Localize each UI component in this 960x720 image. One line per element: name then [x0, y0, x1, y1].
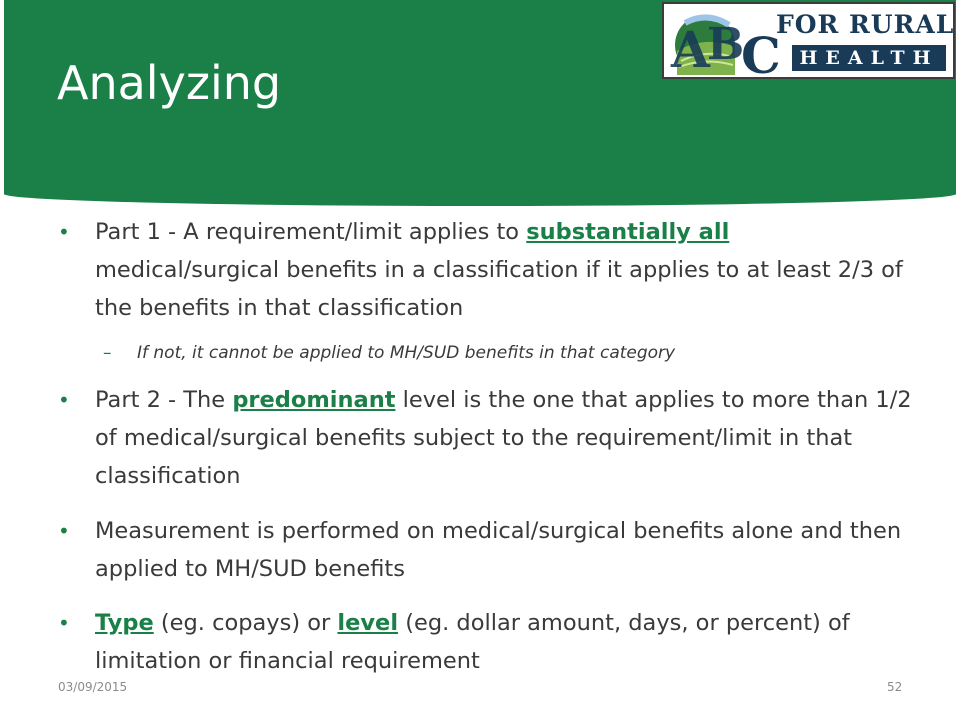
logo-text-health: HEALTH: [792, 45, 946, 71]
slide-title: Analyzing: [57, 56, 282, 110]
emphasis-predominant: predominant: [232, 387, 396, 413]
bullet-2: • Part 2 - The predominant level is the one that applies to more than 1/2 of medical/surgical benefits subject to the requirement/limit in that classification: [95, 381, 915, 495]
bullet-dot: •: [58, 220, 70, 244]
bullet-dot: •: [58, 388, 70, 412]
svg-text:A: A: [671, 20, 710, 77]
svg-text:C: C: [741, 26, 781, 77]
footer-date: 03/09/2015: [58, 680, 128, 694]
bullet-4: • Type (eg. copays) or level (eg. dollar amount, days, or percent) of limitation or financial requirement: [95, 604, 915, 680]
bullet-dot: •: [58, 519, 70, 543]
svg-text:B: B: [707, 19, 745, 70]
emphasis-level: level: [337, 610, 399, 636]
emphasis-substantially-all: substantially all: [526, 219, 730, 245]
sub-bullet-1: – If not, it cannot be applied to MH/SUD benefits in that category: [137, 340, 897, 366]
bullet-1: • Part 1 - A requirement/limit applies to substantially all medical/surgical benefits in a classification if it applies to at least 2/3 of the benefits in that classification: [95, 213, 915, 327]
sub-bullet-dash: –: [103, 343, 112, 363]
slide-number: 52: [887, 680, 903, 694]
bullet-dot: •: [58, 611, 70, 635]
abc-rural-health-logo: [662, 2, 955, 79]
abc-logo-mark: [667, 7, 792, 77]
bullet-3: • Measurement is performed on medical/surgical benefits alone and then applied to MH/SUD benefits: [95, 512, 915, 588]
emphasis-type: Type: [95, 610, 154, 636]
logo-text-for-rural: FOR RURAL: [776, 10, 955, 39]
